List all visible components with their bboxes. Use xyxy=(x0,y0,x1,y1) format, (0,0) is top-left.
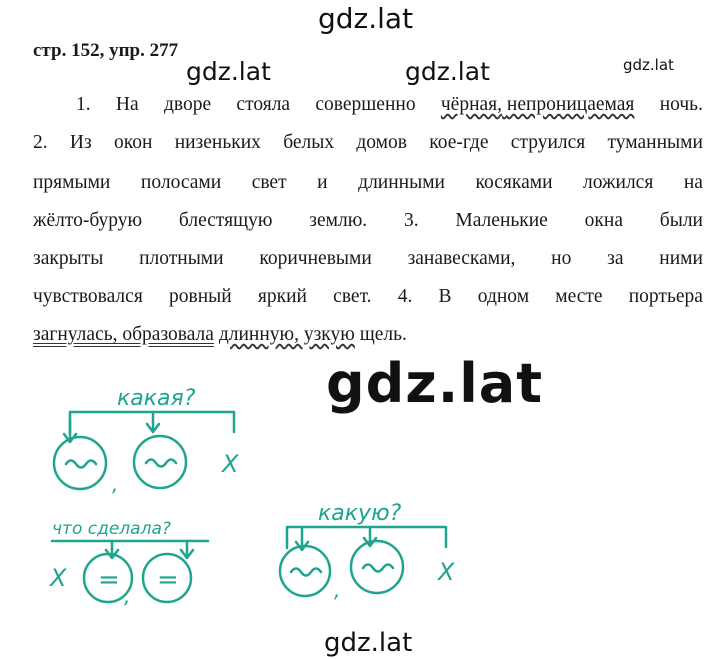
word: и xyxy=(317,172,328,193)
comma-mark: , xyxy=(112,472,119,496)
word: длинными xyxy=(358,172,445,193)
word: ровный xyxy=(169,286,232,307)
comma-mark: , xyxy=(334,578,341,602)
watermark-large: gdz.lat xyxy=(326,352,544,415)
word: прямыми xyxy=(33,172,111,193)
word: совершенно xyxy=(315,94,416,115)
cross-mark: Х xyxy=(50,564,67,592)
question-label: какую? xyxy=(318,501,402,526)
word: В xyxy=(438,286,452,307)
word: ночь. xyxy=(659,94,703,115)
underlined-predicates: загнулась, образовала xyxy=(33,324,214,345)
equals-mark: = xyxy=(98,565,120,595)
word: кое-где xyxy=(429,132,489,153)
word: закрыты xyxy=(33,248,104,269)
word: домов xyxy=(356,132,407,153)
word: свет. xyxy=(333,286,372,307)
word: одном xyxy=(477,286,530,307)
question-label: какая? xyxy=(117,386,196,411)
word: коричневыми xyxy=(259,248,372,269)
word: Маленькие xyxy=(455,210,548,231)
word: окон xyxy=(113,132,153,153)
word: щель. xyxy=(354,324,407,345)
word: 3. xyxy=(403,210,419,231)
exercise-heading: стр. 152, упр. 277 xyxy=(33,40,179,61)
word: белых xyxy=(283,132,335,153)
word: были xyxy=(659,210,703,231)
word: блестящую xyxy=(178,210,273,231)
watermark: gdz.lat xyxy=(186,57,271,86)
word: низеньких xyxy=(174,132,261,153)
underlined-word: чёрная, xyxy=(440,94,503,115)
cross-mark: Х xyxy=(222,450,239,478)
word: яркий xyxy=(257,286,307,307)
word: месте xyxy=(555,286,603,307)
word: 1. xyxy=(76,94,91,115)
comma-mark: , xyxy=(124,584,131,608)
word: стояла xyxy=(236,94,291,115)
word: за xyxy=(607,248,624,269)
equals-mark: = xyxy=(157,565,179,595)
word: туманными xyxy=(607,132,703,153)
underlined-definitions: длинную, узкую xyxy=(218,324,355,345)
word: чувствовался xyxy=(33,286,143,307)
word: полосами xyxy=(140,172,222,193)
word: занавесками, xyxy=(407,248,516,269)
watermark: gdz.lat xyxy=(318,2,414,35)
watermark: gdz.lat xyxy=(324,628,413,658)
word: на xyxy=(683,172,703,193)
word: 4. xyxy=(397,286,413,307)
cross-mark: Х xyxy=(438,558,455,586)
word: На xyxy=(115,94,139,115)
word: жёлто-бурую xyxy=(33,210,143,231)
word: косяками xyxy=(475,172,553,193)
word: дворе xyxy=(163,94,212,115)
word: ложился xyxy=(583,172,654,193)
underlined-word: непроницаемая xyxy=(506,94,635,115)
question-label: что сделала? xyxy=(52,519,171,539)
watermark: gdz.lat xyxy=(405,57,490,86)
word: землю. xyxy=(309,210,368,231)
watermark: gdz.lat xyxy=(623,56,674,74)
word: плотными xyxy=(139,248,224,269)
word: ними xyxy=(659,248,703,269)
word: струился xyxy=(510,132,586,153)
word: но xyxy=(551,248,572,269)
word: 2. xyxy=(33,132,48,153)
word: окна xyxy=(584,210,623,231)
word: Из xyxy=(69,132,92,153)
word: портьера xyxy=(628,286,703,307)
word: свет xyxy=(251,172,287,193)
